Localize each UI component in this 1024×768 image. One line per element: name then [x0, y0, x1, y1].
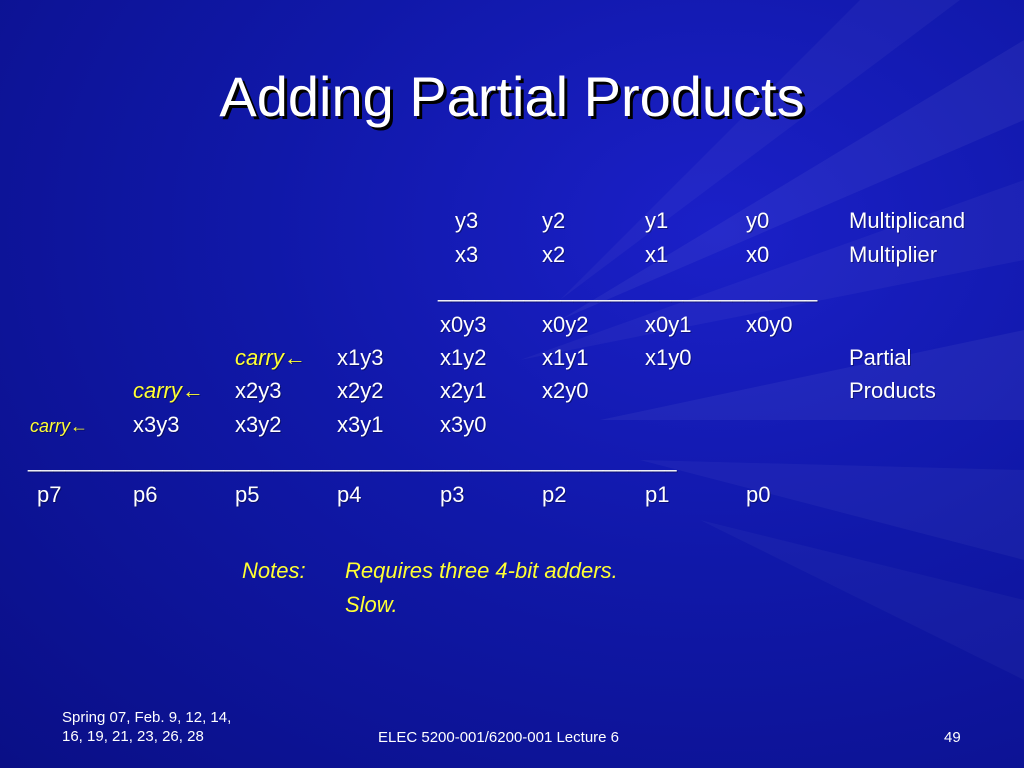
- carry-label-row3: carry←: [30, 416, 88, 436]
- pp3-x3y3: x3y3: [133, 412, 180, 437]
- pp0-x0y2: x0y2: [542, 312, 589, 337]
- multiplier-x1: x1: [645, 242, 669, 267]
- footer-date-line-2: 16, 19, 21, 23, 26, 28: [62, 728, 204, 745]
- multiplier-x3: x3: [455, 242, 479, 267]
- product-p6: p6: [133, 482, 158, 507]
- multiplier-label: Multiplier: [849, 242, 938, 267]
- page-number: 49: [944, 729, 961, 746]
- partial-label: Partial: [849, 345, 912, 370]
- product-p1: p1: [645, 482, 670, 507]
- pp2-x2y1: x2y1: [440, 378, 487, 403]
- long-rule: _____________________________________________________: [28, 447, 677, 472]
- carry-label-row1: carry←: [235, 345, 306, 370]
- pp1-x1y0: x1y0: [645, 345, 692, 370]
- product-p3: p3: [440, 482, 465, 507]
- product-p0: p0: [746, 482, 771, 507]
- pp3-x3y0: x3y0: [440, 412, 487, 437]
- multiplicand-y2: y2: [542, 208, 566, 233]
- multiplicand-y0: y0: [746, 208, 770, 233]
- product-p2: p2: [542, 482, 567, 507]
- short-rule: _______________________________: [438, 277, 818, 302]
- multiplier-x2: x2: [542, 242, 566, 267]
- multiplicand-label: Multiplicand: [849, 208, 966, 233]
- products-label: Products: [849, 378, 936, 403]
- multiplier-x0: x0: [746, 242, 770, 267]
- pp1-x1y3: x1y3: [337, 345, 384, 370]
- notes-line-1: Requires three 4-bit adders.: [345, 558, 618, 583]
- notes-line-2: Slow.: [345, 592, 398, 617]
- multiplicand-y3: y3: [455, 208, 479, 233]
- product-p4: p4: [337, 482, 362, 507]
- product-p7: p7: [37, 482, 62, 507]
- pp1-x1y2: x1y2: [440, 345, 487, 370]
- notes-label: Notes:: [242, 558, 306, 583]
- product-p5: p5: [235, 482, 260, 507]
- pp3-x3y1: x3y1: [337, 412, 384, 437]
- footer-date: [62, 708, 231, 746]
- footer-course: ELEC 5200-001/6200-001 Lecture 6: [378, 729, 620, 746]
- pp0-x0y1: x0y1: [645, 312, 692, 337]
- carry-label-row2: carry←: [133, 378, 204, 403]
- footer-date-line-1: Spring 07, Feb. 9, 12, 14,: [62, 709, 232, 726]
- multiplicand-y1: y1: [645, 208, 669, 233]
- pp2-x2y2: x2y2: [337, 378, 384, 403]
- pp0-x0y3: x0y3: [440, 312, 487, 337]
- slide-title: Adding Partial Products: [219, 65, 805, 128]
- pp1-x1y1: x1y1: [542, 345, 589, 370]
- pp3-x3y2: x3y2: [235, 412, 282, 437]
- pp2-x2y0: x2y0: [542, 378, 589, 403]
- pp0-x0y0: x0y0: [746, 312, 793, 337]
- pp2-x2y3: x2y3: [235, 378, 282, 403]
